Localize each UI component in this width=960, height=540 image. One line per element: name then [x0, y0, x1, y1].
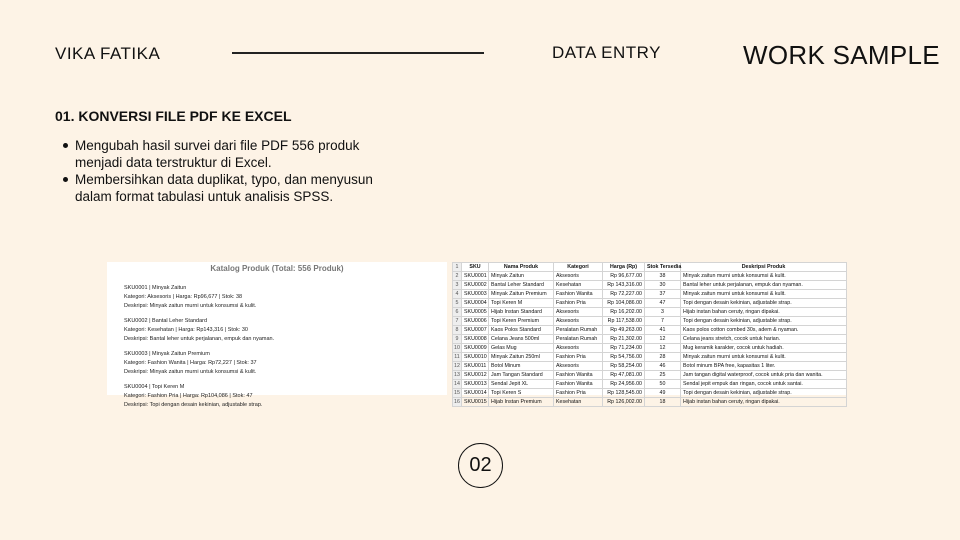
table-cell: SKU0009	[462, 344, 489, 353]
table-cell: Botol Minum	[489, 362, 554, 371]
table-cell: Aksesoris	[554, 308, 603, 317]
table-cell: Aksesoris	[554, 272, 603, 281]
table-cell: Bantal Leher Standard	[489, 281, 554, 290]
column-header: Harga (Rp)	[603, 263, 645, 272]
table-cell: Rp 49,263.00	[603, 326, 645, 335]
table-cell: Rp 71,234.00	[603, 344, 645, 353]
table-cell: SKU0015	[462, 398, 489, 407]
pdf-line3: Deskripsi: Minyak zaitun murni untuk konsumsi & kulit.	[124, 303, 257, 309]
table-cell: 46	[645, 362, 681, 371]
row-number: 7	[453, 317, 462, 326]
table-cell: Aksesoris	[554, 317, 603, 326]
excel-header-row	[453, 263, 847, 272]
table-cell: Topi dengan desain kekinian, adjustable strap.	[681, 317, 847, 326]
table-cell: Fashion Pria	[554, 353, 603, 362]
table-cell: Rp 58,254.00	[603, 362, 645, 371]
table-cell: Aksesoris	[554, 344, 603, 353]
row-number: 12	[454, 363, 460, 369]
table-row	[453, 335, 847, 344]
table-cell: SKU0003	[462, 290, 489, 299]
table-cell: Rp 126,002.00	[603, 398, 645, 407]
column-header: Stok Tersedia	[645, 263, 681, 272]
table-cell: Gelas Mug	[489, 344, 554, 353]
pdf-line1: SKU0003 | Minyak Zaitun Premium	[124, 351, 210, 357]
pdf-line1: SKU0002 | Bantal Leher Standard	[124, 318, 208, 324]
table-row	[453, 281, 847, 290]
table-row	[453, 362, 847, 371]
page-title: WORK SAMPLE	[743, 40, 940, 70]
table-cell: SKU0004	[462, 299, 489, 308]
table-cell: SKU0007	[462, 326, 489, 335]
excel-body	[453, 272, 847, 407]
table-cell: 50	[645, 380, 681, 389]
table-cell: Minyak Zaitun Premium	[489, 290, 554, 299]
bullet-list	[75, 137, 395, 205]
table-cell: 28	[645, 353, 681, 362]
table-cell: Rp 128,545.00	[603, 389, 645, 398]
row-number: 2	[453, 272, 462, 281]
row-number: 3	[453, 281, 462, 290]
table-cell: Hijab Instan Premium	[489, 398, 554, 407]
table-cell: Rp 16,202.00	[603, 308, 645, 317]
table-cell: Sendal jepit empuk dan ringan, cocok untuk santai.	[681, 380, 847, 389]
table-cell: 49	[645, 389, 681, 398]
column-header: Kategori	[554, 263, 603, 272]
table-cell: Fashion Wanita	[554, 290, 603, 299]
section-label: DATA ENTRY	[552, 43, 661, 62]
table-cell: Fashion Pria	[554, 389, 603, 398]
table-cell: 38	[645, 272, 681, 281]
table-cell: Rp 47,081.00	[603, 371, 645, 380]
excel-preview	[452, 262, 846, 405]
pdf-line2: Kategori: Aksesoris | Harga: Rp96,677 | Stok: 38	[124, 294, 243, 300]
table-cell: Rp 72,227.00	[603, 290, 645, 299]
pdf-line2: Kategori: Fashion Pria | Harga: Rp104,086 | Stok: 47	[124, 393, 253, 399]
table-cell: 7	[645, 317, 681, 326]
pdf-title: Katalog Produk (Total: 556 Produk)	[210, 264, 344, 273]
table-cell: SKU0002	[462, 281, 489, 290]
table-cell: Bantal leher untuk perjalanan, empuk dan nyaman.	[681, 281, 847, 290]
table-row	[453, 317, 847, 326]
header-divider	[232, 52, 484, 54]
row-number: 4	[453, 290, 462, 299]
table-cell: SKU0010	[462, 353, 489, 362]
table-cell: Celana jeans stretch, cocok untuk harian.	[681, 335, 847, 344]
table-cell: 47	[645, 299, 681, 308]
table-cell: Minyak zaitun murni untuk konsumsi & kulit.	[681, 290, 847, 299]
pdf-line1: SKU0004 | Topi Keren M	[124, 384, 185, 390]
pdf-line3: Deskripsi: Minyak zaitun murni untuk konsumsi & kulit.	[124, 369, 257, 375]
table-cell: 12	[645, 344, 681, 353]
table-row	[453, 389, 847, 398]
row-number: 10	[454, 345, 460, 351]
table-row	[453, 371, 847, 380]
table-row	[453, 299, 847, 308]
page-number: 02	[458, 443, 503, 488]
table-cell: Botol minum BPA free, kapasitas 1 liter.	[681, 362, 847, 371]
table-cell: Kaos Polos Standard	[489, 326, 554, 335]
bullet-item: Mengubah hasil survei dari file PDF 556 produk menjadi data terstruktur di Excel.	[75, 137, 395, 171]
pdf-entry	[124, 284, 447, 311]
table-cell: 3	[645, 308, 681, 317]
table-cell: SKU0008	[462, 335, 489, 344]
pdf-line3: Deskripsi: Topi dengan desain kekinian, adjustable strap.	[124, 402, 263, 408]
table-cell: Topi Keren S	[489, 389, 554, 398]
column-header: Nama Produk	[489, 263, 554, 272]
table-cell: Fashion Wanita	[554, 371, 603, 380]
column-header: Deskripsi Produk	[681, 263, 847, 272]
table-row	[453, 326, 847, 335]
table-cell: SKU0005	[462, 308, 489, 317]
table-cell: Topi dengan desain kekinian, adjustable strap.	[681, 299, 847, 308]
table-cell: Fashion Wanita	[554, 380, 603, 389]
table-cell: 37	[645, 290, 681, 299]
table-cell: Rp 104,086.00	[603, 299, 645, 308]
table-cell: 18	[645, 398, 681, 407]
excel-table	[452, 262, 847, 407]
pdf-line3: Deskripsi: Bantal leher untuk perjalanan, empuk dan nyaman.	[124, 336, 275, 342]
table-cell: Minyak zaitun murni untuk konsumsi & kulit.	[681, 353, 847, 362]
table-cell: 25	[645, 371, 681, 380]
table-cell: Kesehatan	[554, 398, 603, 407]
author-name: VIKA FATIKA	[55, 44, 161, 63]
pdf-entry	[124, 383, 447, 410]
table-cell: Fashion Pria	[554, 299, 603, 308]
table-cell: Hijab instan bahan ceruty, ringan dipakai.	[681, 398, 847, 407]
pdf-entry	[124, 317, 447, 344]
table-cell: 30	[645, 281, 681, 290]
table-cell: Peralatan Rumah	[554, 335, 603, 344]
table-cell: Rp 21,302.00	[603, 335, 645, 344]
table-cell: Rp 54,756.00	[603, 353, 645, 362]
table-cell: Topi Keren Premium	[489, 317, 554, 326]
row-number: 15	[454, 390, 460, 396]
table-cell: SKU0011	[462, 362, 489, 371]
column-header: SKU	[462, 263, 489, 272]
table-cell: Topi Keren M	[489, 299, 554, 308]
content-heading: 01. KONVERSI FILE PDF KE EXCEL	[55, 108, 292, 124]
table-row	[453, 290, 847, 299]
table-cell: Hijab Instan Standard	[489, 308, 554, 317]
pdf-line2: Kategori: Fashion Wanita | Harga: Rp72,227 | Stok: 37	[124, 360, 257, 366]
table-row	[453, 380, 847, 389]
table-cell: Sendal Jepit XL	[489, 380, 554, 389]
table-row	[453, 344, 847, 353]
table-cell: Kaos polos cotton combed 30s, adem & nyaman.	[681, 326, 847, 335]
row-number: 13	[454, 372, 460, 378]
table-cell: Aksesoris	[554, 362, 603, 371]
table-cell: 41	[645, 326, 681, 335]
table-cell: Rp 143,316.00	[603, 281, 645, 290]
table-row	[453, 353, 847, 362]
table-cell: Minyak zaitun murni untuk konsumsi & kulit.	[681, 272, 847, 281]
table-cell: Celana Jeans 500ml	[489, 335, 554, 344]
table-cell: Topi dengan desain kekinian, adjustable strap.	[681, 389, 847, 398]
table-cell: Jam Tangan Standard	[489, 371, 554, 380]
row-number: 11	[454, 354, 460, 360]
row-number: 14	[454, 381, 460, 387]
row-number: 9	[453, 335, 462, 344]
table-cell: SKU0006	[462, 317, 489, 326]
row-number: 6	[453, 308, 462, 317]
pdf-line2: Kategori: Kesehatan | Harga: Rp143,316 | Stok: 30	[124, 327, 248, 333]
table-cell: SKU0001	[462, 272, 489, 281]
table-cell: Hijab instan bahan ceruty, ringan dipakai.	[681, 308, 847, 317]
bullet-item: Membersihkan data duplikat, typo, dan menyusun dalam format tabulasi untuk analisis SPSS.	[75, 171, 395, 205]
table-cell: Peralatan Rumah	[554, 326, 603, 335]
table-cell: SKU0014	[462, 389, 489, 398]
table-cell: 12	[645, 335, 681, 344]
table-cell: SKU0013	[462, 380, 489, 389]
row-number: 8	[453, 326, 462, 335]
table-cell: Mug keramik karakter, cocok untuk hadiah.	[681, 344, 847, 353]
pdf-line1: SKU0001 | Minyak Zaitun	[124, 285, 187, 291]
table-cell: SKU0012	[462, 371, 489, 380]
pdf-preview	[107, 262, 447, 408]
pdf-entry	[124, 350, 447, 377]
row-number: 1	[453, 263, 462, 272]
table-cell: Kesehatan	[554, 281, 603, 290]
table-row	[453, 272, 847, 281]
table-cell: Jam tangan digital waterproof, cocok untuk pria dan wanita.	[681, 371, 847, 380]
row-number: 5	[453, 299, 462, 308]
table-cell: Rp 117,538.00	[603, 317, 645, 326]
table-cell: Minyak Zaitun	[489, 272, 554, 281]
table-row	[453, 308, 847, 317]
table-cell: Minyak Zaitun 250ml	[489, 353, 554, 362]
pdf-entries	[107, 284, 447, 410]
table-row	[453, 398, 847, 407]
table-cell: Rp 96,677.00	[603, 272, 645, 281]
table-cell: Rp 24,956.00	[603, 380, 645, 389]
row-number: 16	[454, 399, 460, 405]
